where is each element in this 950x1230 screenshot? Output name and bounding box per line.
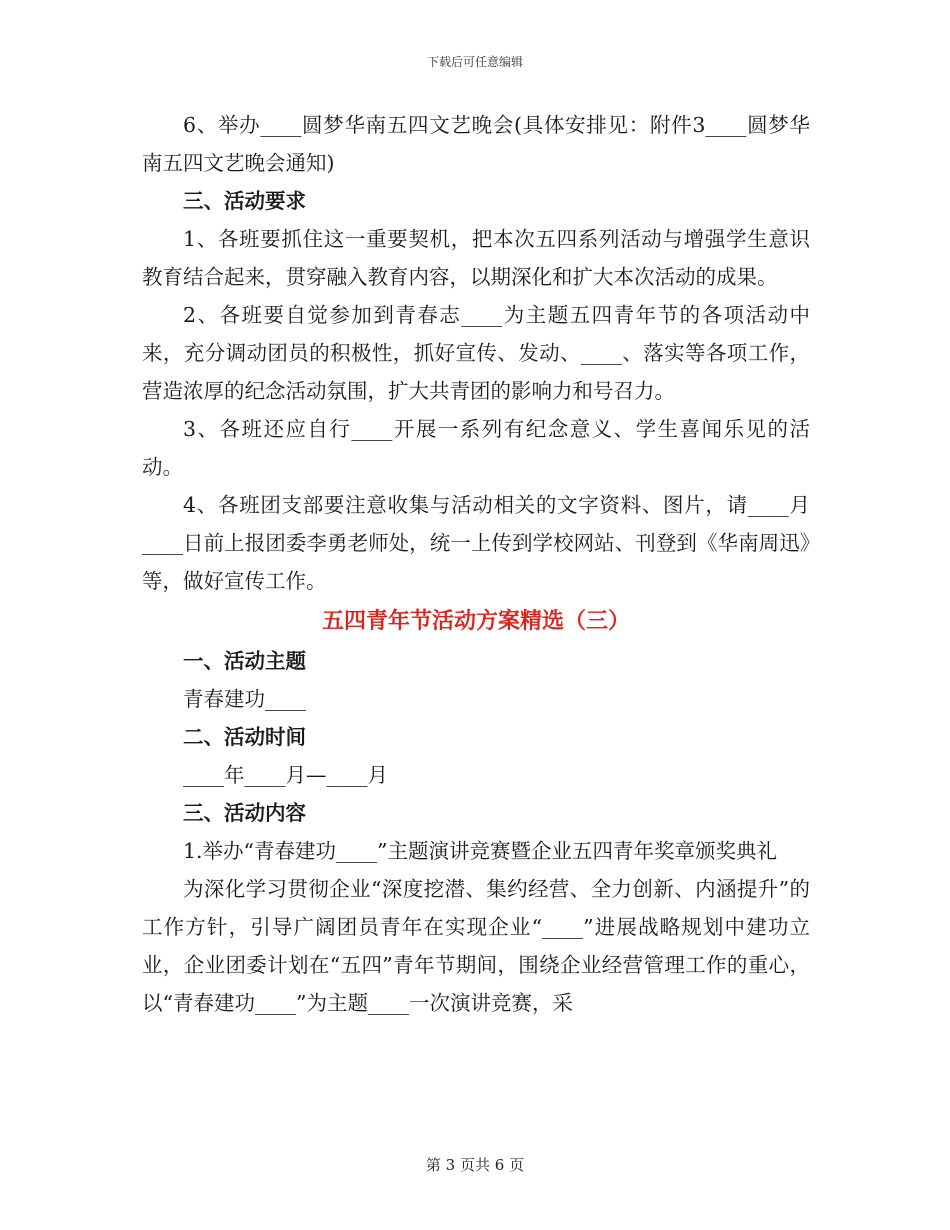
paragraph: 1、各班要抓住这一重要契机，把本次五四系列活动与增强学生意识教育结合起来，贯穿融入教育内容，以期深化和扩大本次活动的成果。 [142, 227, 810, 289]
section-heading: 一、活动主题 [183, 649, 306, 673]
paragraph: 4、各班团支部要注意收集与活动相关的文字资料、图片，请____月____日前上报团委李勇老师处，统一上传到学校网站、刊登到《华南周迅》等，做好宣传工作。 [142, 493, 810, 593]
paragraph: 6、举办____圆梦华南五四文艺晚会(具体安排见：附件3____圆梦华南五四文艺晚会通知) [142, 113, 810, 175]
section-heading: 三、活动要求 [183, 189, 306, 213]
document-body [142, 106, 810, 1022]
page-footer: 第 3 页共 6 页 [425, 1156, 525, 1174]
section-heading: 三、活动内容 [183, 801, 306, 825]
paragraph: 为深化学习贯彻企业“深度挖潜、集约经营、全力创新、内涵提升”的工作方针，引导广阔团员青年在实现企业“____”进展战略规划中建功立业，企业团委计划在“五四”青年节期间，围绕企业经营管理工作的重心，以“青春建功____”为主题____一次演讲竞赛，采 [142, 877, 810, 1015]
paragraph: ____年____月—____月 [183, 763, 388, 787]
paragraph: 1.举办“青春建功____”主题演讲竞赛暨企业五四青年奖章颁奖典礼 [183, 839, 778, 863]
paragraph: 2、各班要自觉参加到青春志____为主题五四青年节的各项活动中来，充分调动团员的积极性，抓好宣传、发动、____、落实等各项工作，营造浓厚的纪念活动氛围，扩大共青团的影响力和号召力。 [142, 303, 810, 403]
paragraph: 青春建功____ [183, 687, 306, 711]
paragraph: 3、各班还应自行____开展一系列有纪念意义、学生喜闻乐见的活动。 [142, 417, 810, 479]
document-title: 五四青年节活动方案精选（三） [321, 608, 630, 634]
page-header: 下载后可任意编辑 [426, 55, 523, 69]
section-heading: 二、活动时间 [183, 725, 306, 749]
